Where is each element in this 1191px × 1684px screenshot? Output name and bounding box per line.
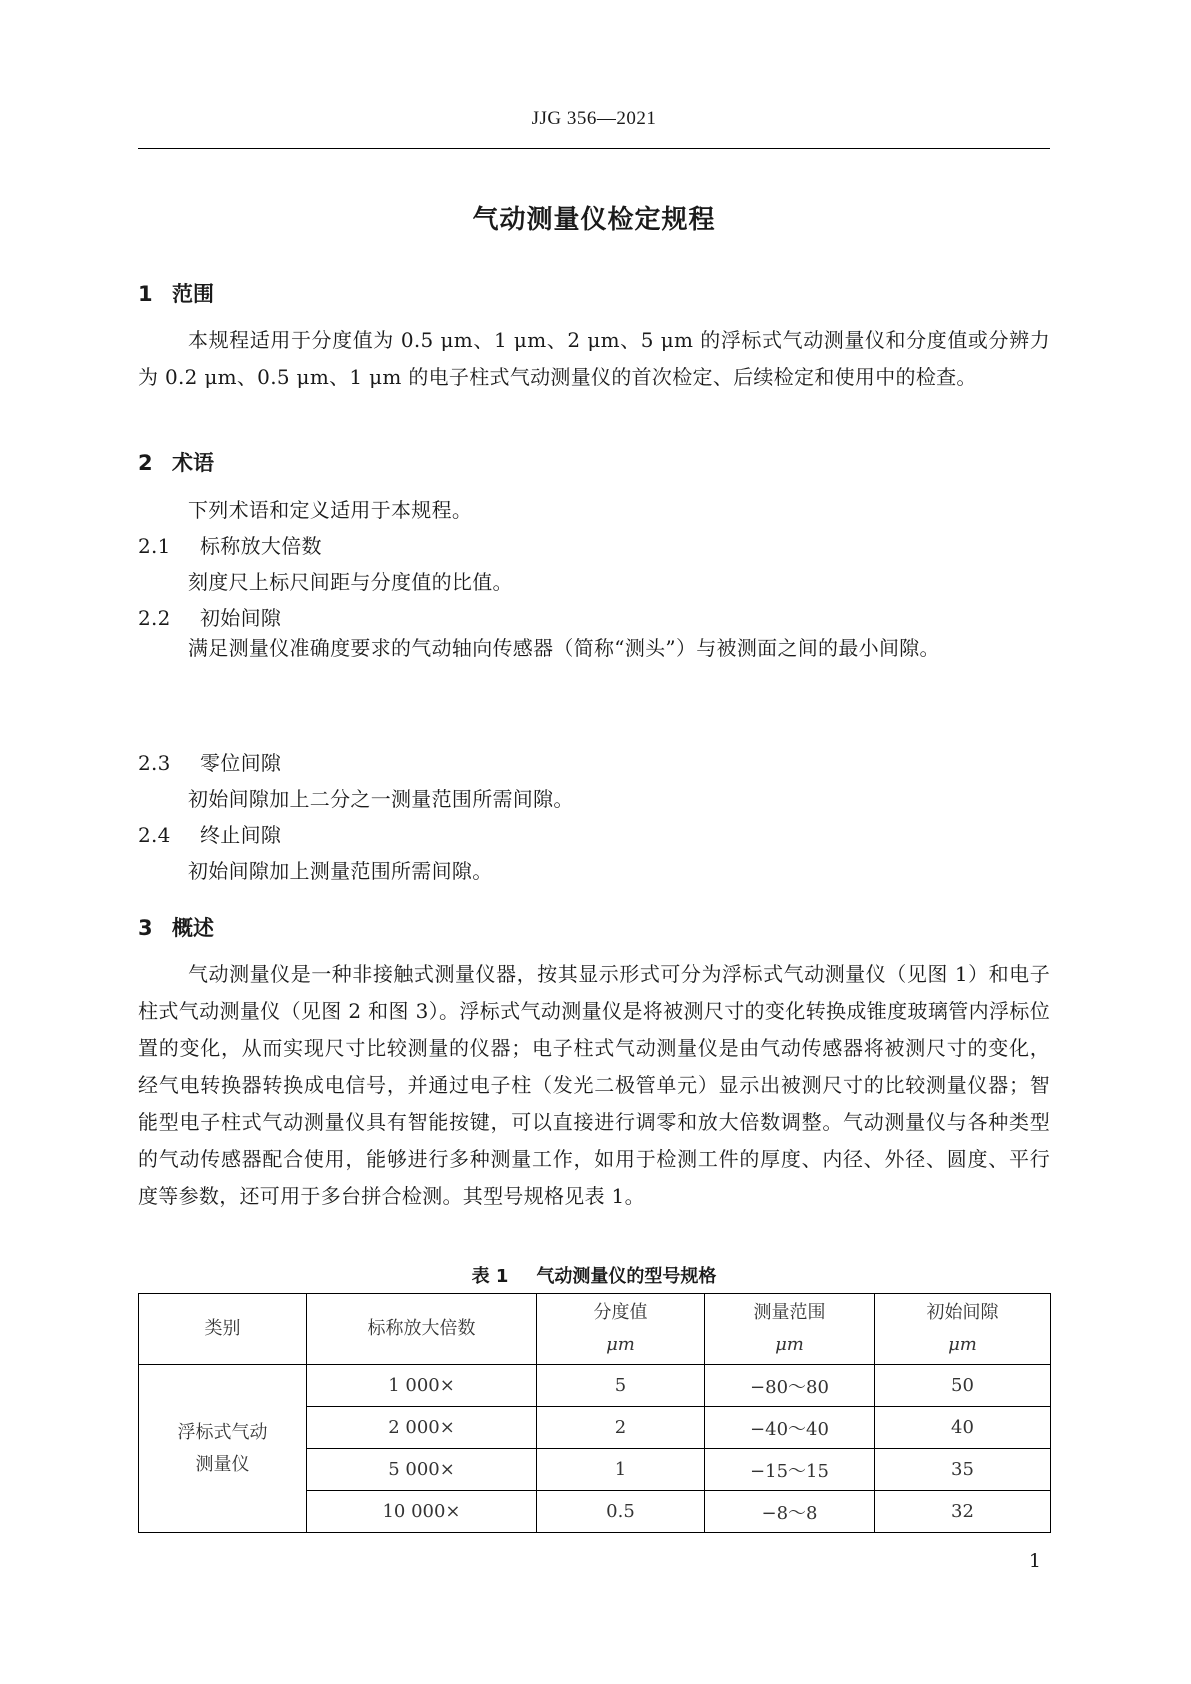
section-title: 术语	[172, 451, 214, 475]
term-number: 2.4	[138, 823, 171, 847]
spec-table	[138, 1293, 1051, 1533]
range-cell: −8～8	[705, 1491, 875, 1533]
division-cell: 0.5	[537, 1491, 705, 1533]
header-cell: 标称放大倍数	[307, 1294, 537, 1365]
unit-label: μm	[775, 1334, 804, 1355]
table-row	[139, 1365, 1051, 1407]
unit-label: μm	[606, 1334, 635, 1355]
gap-cell: 40	[875, 1407, 1051, 1449]
term-heading	[138, 747, 281, 776]
gap-cell: 50	[875, 1365, 1051, 1407]
header-rule	[138, 148, 1050, 149]
table-caption-text: 气动测量仪的型号规格	[536, 1266, 717, 1287]
term-name: 终止间隙	[200, 823, 282, 847]
header-cell: 类别	[139, 1294, 307, 1365]
section-number: 2	[138, 451, 153, 475]
header-cell: 测量范围 μm	[705, 1294, 875, 1365]
page-number: 1	[1028, 1550, 1041, 1572]
term-number: 2.1	[138, 534, 171, 558]
term-number: 2.3	[138, 751, 171, 775]
section-number: 1	[138, 282, 153, 306]
term-definition: 初始间隙加上二分之一测量范围所需间隙。	[188, 787, 574, 811]
section-1-heading	[138, 278, 214, 308]
page-title: 气动测量仪检定规程	[472, 205, 716, 235]
gap-cell: 35	[875, 1449, 1051, 1491]
term-name: 零位间隙	[200, 751, 282, 775]
category-cell: 浮标式气动 测量仪	[139, 1365, 307, 1533]
section-2-intro: 下列术语和定义适用于本规程。	[188, 498, 473, 522]
magnification-cell: 10 000×	[307, 1491, 537, 1533]
section-title: 范围	[172, 282, 214, 306]
section-3-paragraph: 气动测量仪是一种非接触式测量仪器，按其显示形式可分为浮标式气动测量仪（见图 1）和电子柱式气动测量仪（见图 2 和图 3）。浮标式气动测量仪是将被测尺寸的变化转换成锥度玻璃管内浮标位置的变化，从而实现尺寸比较测量的仪器；电子柱式气动测量仪是由气动传感器将被测尺寸的变化，经气电转换器转换成电信号，并通过电子柱（发光二极管单元）显示出被测尺寸的比较测量仪器；智能型电子柱式气动测量仪具有智能按键，可以直接进行调零和放大倍数调整。气动测量仪与各种类型的气动传感器配合使用，能够进行多种测量工作，如用于检测工件的厚度、内径、外径、圆度、平行度等参数，还可用于多台拼合检测。其型号规格见表 1。	[138, 962, 1050, 1208]
magnification-cell: 2 000×	[307, 1407, 537, 1449]
term-heading	[138, 602, 281, 631]
term-heading	[138, 530, 322, 559]
section-number: 3	[138, 916, 153, 940]
division-cell: 2	[537, 1407, 705, 1449]
table-caption-number: 表 1	[471, 1266, 509, 1287]
term-name: 初始间隙	[200, 606, 282, 630]
division-cell: 5	[537, 1365, 705, 1407]
document-header: JJG 356—2021	[531, 108, 657, 129]
range-cell: −80～80	[705, 1365, 875, 1407]
range-cell: −40～40	[705, 1407, 875, 1449]
term-definition: 刻度尺上标尺间距与分度值的比值。	[188, 570, 513, 594]
section-title: 概述	[172, 916, 214, 940]
section-2-heading	[138, 447, 214, 477]
term-definition: 满足测量仪准确度要求的气动轴向传感器（简称“测头”）与被测面之间的最小间隙。	[188, 636, 940, 660]
section-3-heading	[138, 912, 214, 942]
table-header-row	[139, 1294, 1051, 1365]
header-cell: 初始间隙 μm	[875, 1294, 1051, 1365]
magnification-cell: 1 000×	[307, 1365, 537, 1407]
gap-cell: 32	[875, 1491, 1051, 1533]
table-caption	[138, 1262, 1050, 1288]
term-name: 标称放大倍数	[200, 534, 322, 558]
header-cell: 分度值 μm	[537, 1294, 705, 1365]
term-number: 2.2	[138, 606, 171, 630]
unit-label: μm	[948, 1334, 977, 1355]
term-heading	[138, 819, 281, 848]
magnification-cell: 5 000×	[307, 1449, 537, 1491]
section-1-paragraph: 本规程适用于分度值为 0.5 μm、1 μm、2 μm、5 μm 的浮标式气动测量仪和分度值或分辨力为 0.2 μm、0.5 μm、1 μm 的电子柱式气动测量仪的首次检定、后续检定和使用中的检查。	[138, 328, 1050, 389]
range-cell: −15～15	[705, 1449, 875, 1491]
term-definition: 初始间隙加上测量范围所需间隙。	[188, 859, 493, 883]
division-cell: 1	[537, 1449, 705, 1491]
